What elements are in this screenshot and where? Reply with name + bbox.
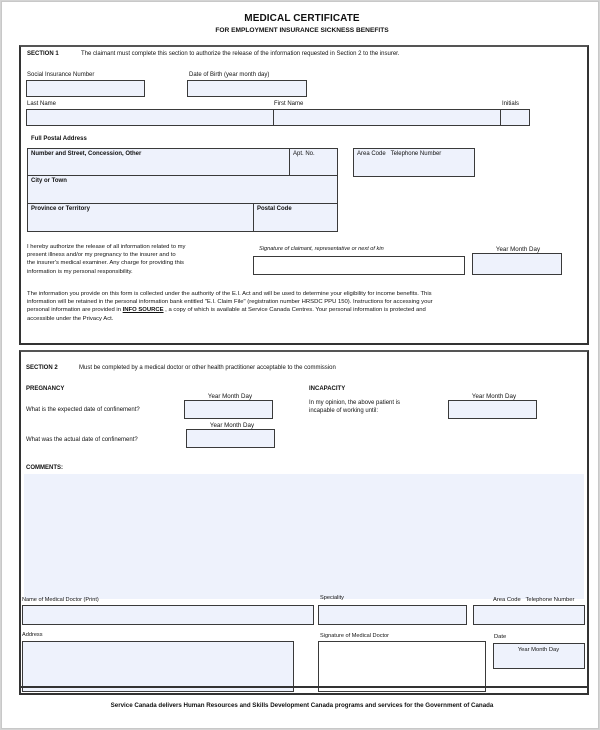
doctor-signature-label: Signature of Medical Doctor: [320, 633, 390, 639]
speciality-input[interactable]: [318, 605, 467, 625]
incapacity-heading: INCAPACITY: [309, 386, 346, 392]
postal-code-input[interactable]: [253, 203, 338, 232]
form-page: [1, 1, 599, 729]
claimant-phone-label: Area Code Telephone Number: [357, 151, 442, 157]
pregnancy-heading: PREGNANCY: [26, 386, 65, 392]
expected-date-hint: Year Month Day: [207, 393, 253, 400]
dob-input[interactable]: [187, 80, 307, 97]
postal-code-label: Postal Code: [257, 206, 292, 212]
doctor-date-input[interactable]: [493, 643, 585, 669]
expected-date-question: What is the expected date of confinement?: [26, 407, 140, 413]
expected-date-input[interactable]: [184, 400, 273, 419]
section-1-heading: SECTION 1: [27, 51, 59, 57]
sin-input[interactable]: [26, 80, 145, 97]
province-label: Province or Territory: [31, 206, 90, 212]
doctor-name-label: Name of Medical Doctor (Print): [22, 597, 99, 603]
claimant-date-input[interactable]: [472, 253, 562, 275]
actual-date-input[interactable]: [186, 429, 275, 448]
city-input[interactable]: [27, 175, 338, 205]
doctor-address-input[interactable]: [22, 641, 294, 692]
incapacity-line1: In my opinion, the above patient is: [309, 400, 401, 406]
section-2-heading: SECTION 2: [26, 365, 58, 371]
last-name-label: Last Name: [27, 101, 57, 107]
first-name-input[interactable]: [273, 109, 501, 126]
info-source-link[interactable]: INFO SOURCE: [122, 307, 164, 314]
doctor-signature-input[interactable]: [318, 641, 486, 692]
incapacity-line2: incapable of working until:: [309, 408, 379, 414]
privacy-notice: The information you provide on this form is collected under the authority of the E.I. Act and will be used to determine your eligibility for income benefits. This information will be retained in the personal information bank entitled "E.I. Claim File" (registration number HRSDC PPU 150). Instructions for accessing your personal information are provided in INFO SOURCE , a copy of which is available at Service Canada Centres. Your personal information is protected and accessible under the Privacy Act.: [27, 291, 433, 322]
dob-label: Date of Birth (year month day): [189, 72, 270, 78]
section-1: [19, 45, 589, 345]
doctor-phone-input[interactable]: [473, 605, 585, 625]
doctor-name-input[interactable]: [22, 605, 314, 625]
claimant-signature-label: Signature of claimant, representative or next of kin: [259, 246, 384, 252]
province-input[interactable]: [27, 203, 255, 232]
last-name-input[interactable]: [26, 109, 274, 126]
form-subtitle: FOR EMPLOYMENT INSURANCE SICKNESS BENEFITS: [215, 27, 389, 34]
doctor-phone-label: Area Code Telephone Number: [493, 597, 575, 603]
initials-input[interactable]: [500, 109, 530, 126]
section-2-bottom-rule: [21, 686, 587, 688]
apt-input[interactable]: [289, 148, 338, 177]
footer-text: Service Canada delivers Human Resources and Skills Development Canada programs and services for the Government of Canada: [110, 702, 494, 709]
section-2-instruction: Must be completed by a medical doctor or other health practitioner acceptable to the commission: [79, 365, 336, 371]
apt-label: Apt. No.: [293, 151, 315, 157]
section-2: [19, 350, 589, 695]
first-name-label: First Name: [274, 101, 304, 107]
form-title: MEDICAL CERTIFICATE: [244, 13, 360, 24]
claimant-date-hint: Year Month Day: [495, 246, 541, 253]
authorization-text: I hereby authorize the release of all information related to my present illness and/or my pregnancy to the insurer and to the insurer's medical examiner. Any charge for providing this information is my personal responsibility.: [27, 244, 186, 275]
initials-label: Initials: [502, 101, 520, 107]
section-1-instruction: The claimant must complete this section to authorize the release of the information requested in Section 2 to the insurer.: [81, 51, 400, 57]
address-label: Address: [22, 632, 43, 638]
claimant-signature-input[interactable]: [253, 256, 465, 275]
postal-address-label: Full Postal Address: [31, 136, 87, 142]
incapacity-date-input[interactable]: [448, 400, 537, 419]
actual-date-hint: Year Month Day: [209, 422, 255, 429]
doctor-date-hint: Year Month Day: [517, 647, 560, 653]
city-label: City or Town: [31, 178, 67, 184]
comments-textarea[interactable]: [24, 474, 584, 599]
comments-label: COMMENTS:: [26, 465, 63, 471]
street-input[interactable]: [27, 148, 291, 177]
doctor-date-label: Date: [494, 634, 507, 640]
speciality-label: Speciality: [320, 595, 344, 601]
claimant-phone-input[interactable]: [353, 148, 475, 177]
sin-label: Social Insurance Number: [27, 72, 95, 78]
street-label: Number and Street, Concession, Other: [31, 151, 142, 157]
incapacity-date-hint: Year Month Day: [471, 393, 517, 400]
actual-date-question: What was the actual date of confinement?: [26, 437, 138, 443]
